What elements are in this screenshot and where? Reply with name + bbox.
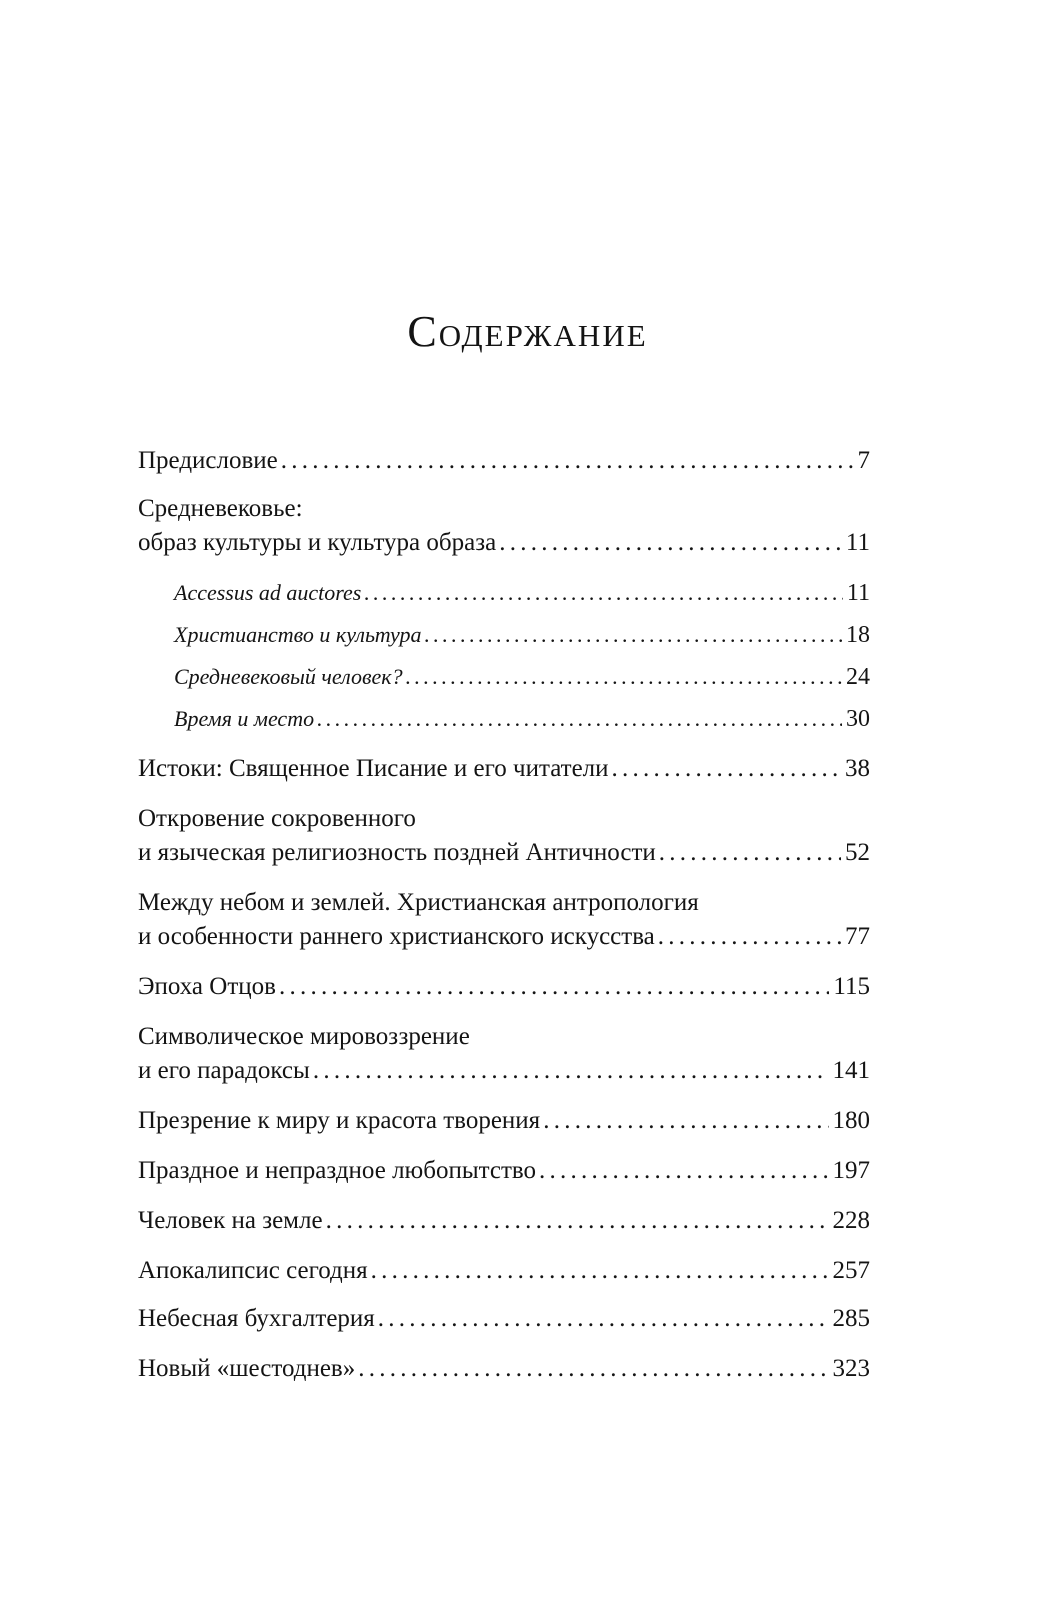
- toc-entry: [138, 1352, 870, 1386]
- toc-entry-title: Accessus ad auctores: [174, 580, 362, 605]
- toc-entry-title: Новый «шестоднев»: [138, 1355, 356, 1382]
- toc-entry-page: 323: [832, 1355, 870, 1382]
- dot-leader: [313, 1054, 829, 1088]
- dot-leader: [364, 578, 843, 608]
- toc-entry-title: Время и место: [174, 706, 315, 731]
- dot-leader: [499, 526, 842, 560]
- toc-entry: [138, 752, 870, 786]
- toc-entry-title-line1: Средневековье:: [138, 495, 303, 522]
- dot-leader: [279, 970, 829, 1004]
- toc-subentry: [174, 578, 870, 608]
- toc-entry-title: Эпоха Отцов: [138, 973, 276, 1000]
- toc-entry: [138, 970, 870, 1004]
- toc-entry: [138, 1020, 870, 1088]
- toc-entry-title: Человек на земле: [138, 1207, 323, 1234]
- toc-entry-title-line1: Откровение сокровенного: [138, 805, 416, 832]
- toc-entry: [138, 1204, 870, 1238]
- toc-subentry: [174, 704, 870, 734]
- toc-entry-title: Праздное и непраздное любопытство: [138, 1157, 537, 1184]
- toc-entry-title: образ культуры и культура образа: [138, 529, 497, 556]
- toc-entry-title: Средневековый человек?: [174, 664, 403, 689]
- toc-entry-title: Презрение к миру и красота творения: [138, 1107, 541, 1134]
- toc-entry-title-line1: Между небом и землей. Христианская антропология: [138, 889, 699, 916]
- dot-leader: [539, 1154, 828, 1188]
- toc-entry: [138, 886, 870, 954]
- toc-entry-page: 30: [846, 706, 870, 732]
- dot-leader: [406, 662, 842, 692]
- toc-entry-page: 115: [833, 973, 870, 1000]
- dot-leader: [425, 620, 842, 650]
- dot-leader: [326, 1204, 829, 1238]
- dot-leader: [612, 752, 841, 786]
- toc-entry: [138, 1254, 870, 1288]
- toc-entry-page: 11: [846, 580, 870, 606]
- toc-entry-page: 141: [832, 1057, 870, 1084]
- toc-entry-page: 52: [845, 839, 870, 866]
- toc-subentry: [174, 620, 870, 650]
- page-title: Содержание: [407, 307, 648, 356]
- dot-leader: [281, 444, 854, 478]
- toc-entry-page: 180: [832, 1107, 870, 1134]
- toc-entry-page: 257: [832, 1257, 870, 1284]
- dot-leader: [371, 1254, 829, 1288]
- toc-entry-page: 11: [845, 529, 870, 556]
- toc-entry: [138, 444, 870, 478]
- toc-entry-title-line1: Символическое мировоззрение: [138, 1023, 470, 1050]
- toc-entry-page: 228: [832, 1207, 870, 1234]
- toc-entry-page: 285: [832, 1305, 870, 1332]
- toc-entry: [138, 1302, 870, 1336]
- toc-entry-page: 38: [845, 755, 870, 782]
- toc-entry: [138, 802, 870, 870]
- toc-entry-title: Христианство и культура: [174, 622, 422, 647]
- dot-leader: [658, 920, 841, 954]
- toc-entry: [138, 1154, 870, 1188]
- toc-entry: [138, 492, 870, 560]
- toc-entry-title: Предисловие: [138, 447, 278, 474]
- toc-subentry: [174, 662, 870, 692]
- toc-entry-page: 24: [846, 664, 870, 690]
- toc-entry-title: и языческая религиозность поздней Античности: [138, 839, 656, 866]
- toc-entry-page: 18: [846, 622, 870, 648]
- toc-entry-title: и его парадоксы: [138, 1057, 310, 1084]
- toc-entry-title: Апокалипсис сегодня: [138, 1257, 368, 1284]
- dot-leader: [659, 836, 841, 870]
- toc-entry-page: 77: [845, 923, 870, 950]
- toc-entry-title: Небесная бухгалтерия: [138, 1305, 375, 1332]
- toc-entry-page: 197: [832, 1157, 870, 1184]
- toc-entry-page: 7: [857, 447, 870, 474]
- dot-leader: [378, 1302, 829, 1336]
- toc-entry-title: Истоки: Священное Писание и его читатели: [138, 755, 609, 782]
- toc-entry: [138, 1104, 870, 1138]
- dot-leader: [317, 704, 842, 734]
- dot-leader: [358, 1352, 828, 1386]
- dot-leader: [543, 1104, 828, 1138]
- toc-entry-title: и особенности раннего христианского искусства: [138, 923, 655, 950]
